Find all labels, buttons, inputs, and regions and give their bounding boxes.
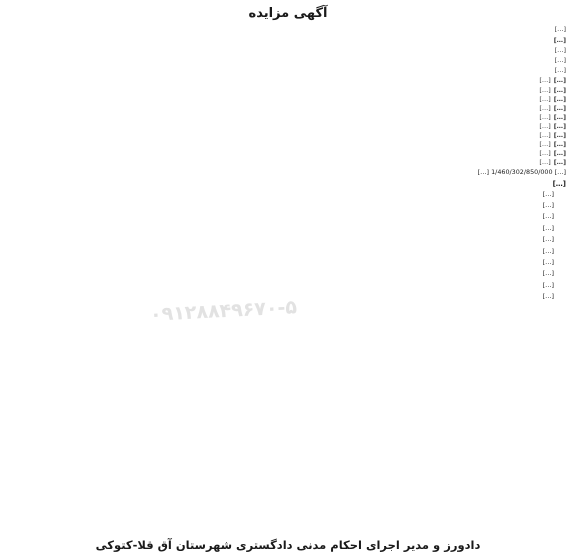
parcel-item xyxy=(10,95,566,103)
term-item: […] xyxy=(542,189,554,198)
parcel-text: […] xyxy=(539,140,551,149)
parcel-label: […] xyxy=(553,112,566,121)
parcel-label: […] xyxy=(553,140,566,149)
term-item: […] xyxy=(542,269,554,278)
intro-paragraph: […] xyxy=(554,25,566,33)
notice-content xyxy=(10,6,566,301)
parcel-text: […] xyxy=(539,149,551,158)
term-item: […] xyxy=(542,200,554,209)
parcel-label: […] xyxy=(553,76,566,85)
parcel-label: […] xyxy=(553,149,566,158)
phone-watermark: ۰۹۱۲۸۸۴۹۶۷۰-۵ xyxy=(149,296,298,326)
parcel-item xyxy=(10,140,566,148)
parcel-label: […] xyxy=(553,121,566,130)
term-item: […] xyxy=(542,223,554,232)
parcel-text: […] xyxy=(539,76,551,85)
signature-line: دادورز و مدیر اجرای احکام مدنی دادگستری شهرستان آق قلا-کتوکی xyxy=(95,538,481,552)
term-item: […] xyxy=(542,235,554,244)
term-item: […] xyxy=(542,257,554,266)
parcel-item xyxy=(10,113,566,121)
terms-list xyxy=(10,190,566,301)
description-list xyxy=(10,46,566,74)
parcel-text: […] xyxy=(539,94,551,103)
description-heading: […] xyxy=(553,36,566,45)
parcel-text: […] xyxy=(539,131,551,140)
parcel-text: […] xyxy=(539,158,551,167)
term-item: […] xyxy=(542,246,554,255)
total-value: […] 1/460/302/850/000 […] xyxy=(477,168,566,177)
parcel-item xyxy=(10,131,566,139)
parcel-item xyxy=(10,86,566,94)
parcel-list xyxy=(10,76,566,166)
terms-heading: […] xyxy=(552,179,566,188)
term-item: […] xyxy=(542,212,554,221)
parcel-item xyxy=(10,158,566,166)
parcel-item xyxy=(10,122,566,130)
term-item: […] xyxy=(542,292,554,301)
parcel-text: […] xyxy=(539,103,551,112)
parcel-label: […] xyxy=(553,85,566,94)
description-paragraph: […] xyxy=(554,56,566,65)
parcel-label: […] xyxy=(553,103,566,112)
parcel-text: […] xyxy=(539,85,551,94)
parcel-label: […] xyxy=(553,94,566,103)
parcel-text: […] xyxy=(539,121,551,130)
notice-title: آگهی مزایده xyxy=(248,6,328,21)
parcel-label: […] xyxy=(553,131,566,140)
term-item: […] xyxy=(542,280,554,289)
description-paragraph: […] xyxy=(554,46,566,55)
parcel-label: […] xyxy=(553,158,566,167)
description-paragraph: […] xyxy=(554,66,566,75)
parcel-item xyxy=(10,76,566,84)
parcel-text: […] xyxy=(539,112,551,121)
parcel-item xyxy=(10,104,566,112)
parcel-item xyxy=(10,149,566,157)
